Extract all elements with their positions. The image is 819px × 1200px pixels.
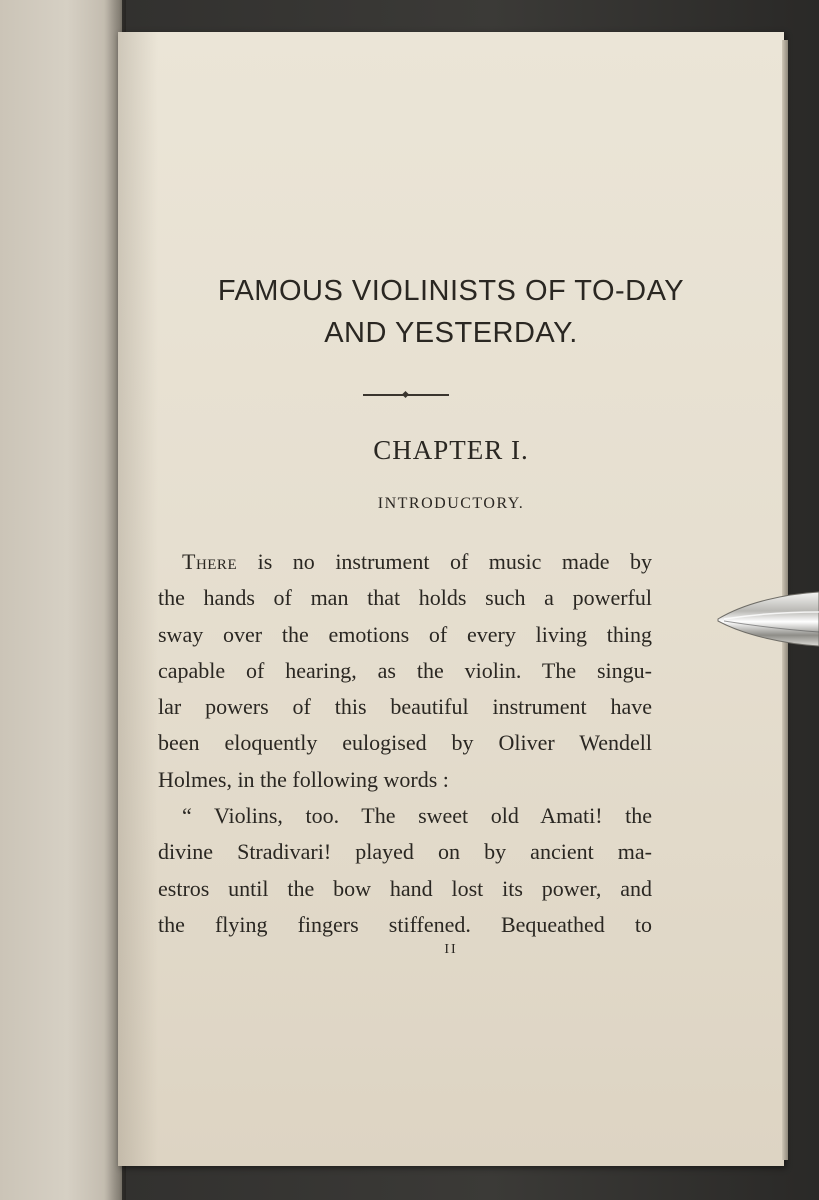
body-text [158, 544, 652, 943]
page-clip-icon [716, 588, 819, 652]
book-page [118, 32, 784, 1166]
body-line-3: sway over the emotions of every living thing [158, 621, 652, 647]
body-line-7: Holmes, in the following words : [158, 766, 449, 792]
body-line-5: lar powers of this beautiful instrument have [158, 694, 652, 720]
drop-lead-word: There [182, 549, 238, 574]
chapter-heading: CHAPTER I. [373, 435, 529, 465]
body-line-9: divine Stradivari! played on by ancient ma- [158, 839, 652, 865]
body-line-1 [158, 544, 652, 580]
body-line-4: capable of hearing, as the violin. The singu- [158, 657, 652, 683]
body-line-10: estros until the bow hand lost its power, and [158, 875, 652, 901]
body-line-6: been eloquently eulogised by Oliver Wendell [158, 730, 652, 756]
book-title-line-2: AND YESTERDAY. [324, 317, 578, 349]
book-title [118, 270, 784, 354]
body-line-2: the hands of man that holds such a powerful [158, 585, 652, 611]
body-line-8: “ Violins, too. The sweet old Amati! the [182, 803, 652, 829]
body-line-11: the flying fingers stiffened. Bequeathed to [158, 911, 652, 937]
body-line-1-text: is no instrument of music made by [237, 549, 652, 574]
chapter-subtitle: INTRODUCTORY. [377, 495, 525, 512]
ornament-diamond [402, 391, 409, 398]
book-title-line-1: FAMOUS VIOLINISTS OF TO-DAY [217, 275, 685, 307]
ornamental-rule [363, 392, 449, 398]
page-number: II [444, 942, 458, 957]
